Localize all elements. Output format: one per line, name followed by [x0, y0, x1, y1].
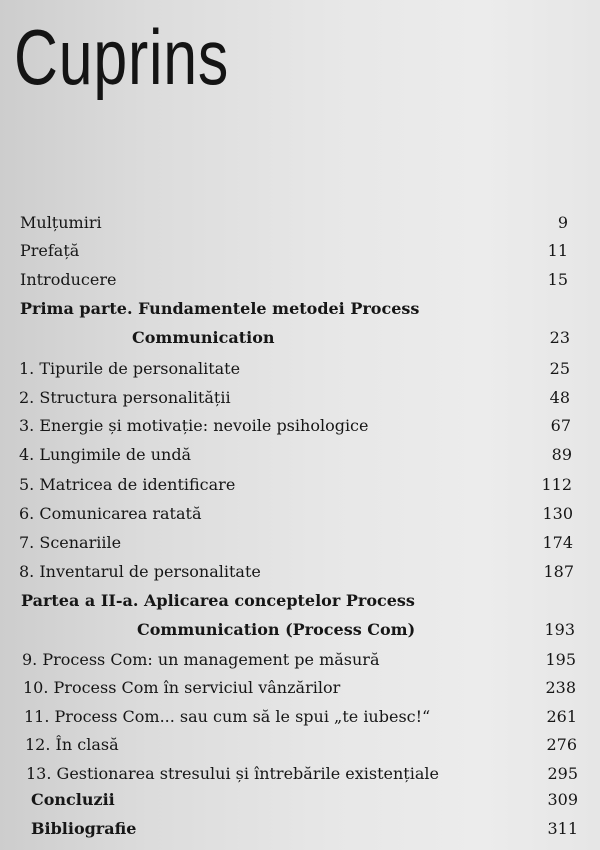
toc-entry-label: Concluzii	[31, 790, 115, 809]
toc-entry-page: 311	[547, 819, 578, 838]
toc-entry-label: 9. Process Com: un management pe măsură	[22, 650, 380, 669]
page-title: Cuprins	[14, 13, 230, 101]
toc-entry-label: Prefață	[20, 241, 80, 260]
toc-entry-label: 7. Scenariile	[19, 533, 122, 552]
toc-entry-page: 25	[549, 359, 570, 378]
toc-entry-page: 48	[549, 388, 570, 407]
toc-entry-page: 195	[545, 650, 576, 669]
toc-entry-page: 23	[549, 328, 570, 347]
toc-entry-page: 174	[542, 533, 573, 552]
toc-entry-page: 112	[541, 475, 572, 494]
toc-entry-page: 89	[551, 445, 572, 464]
toc-entry-page: 9	[557, 213, 568, 232]
toc-entry-page: 15	[547, 270, 568, 289]
toc-entry-label: Communication	[132, 328, 275, 347]
toc-entry-label: 4. Lungimile de undă	[19, 445, 192, 464]
toc-entry-label: 3. Energie și motivație: nevoile psihologice	[19, 416, 369, 435]
toc-entry-label: 5. Matricea de identificare	[19, 475, 236, 494]
toc-entry-label: 11. Process Com... sau cum să le spui „te iubesc!“	[24, 707, 431, 726]
toc-entry-label: Partea a II-a. Aplicarea conceptelor Process	[21, 591, 415, 610]
toc-entry-label: 6. Comunicarea ratată	[19, 504, 202, 523]
toc-entry-label: 13. Gestionarea stresului și întrebările existențiale	[26, 764, 439, 783]
toc-entry-label: 10. Process Com în serviciul vânzărilor	[23, 678, 341, 697]
toc-entry-page: 261	[546, 707, 577, 726]
toc-entry-label: Mulțumiri	[20, 213, 102, 232]
toc-entry-page: 67	[550, 416, 571, 435]
toc-entry-label: 2. Structura personalității	[19, 388, 231, 407]
toc-entry-label: Prima parte. Fundamentele metodei Process	[20, 299, 420, 318]
toc-entry-page: 276	[546, 735, 577, 754]
toc-entry-page: 238	[545, 678, 576, 697]
toc-entry-page: 295	[547, 764, 578, 783]
toc-entry-label: 8. Inventarul de personalitate	[19, 562, 261, 581]
toc-entry-page: 193	[544, 620, 575, 639]
toc-entry-label: Bibliografie	[31, 819, 137, 838]
toc-entry-page: 187	[543, 562, 574, 581]
toc-entry-page: 130	[542, 504, 573, 523]
toc-entry-label: Communication (Process Com)	[137, 620, 416, 639]
toc-entry-page: 309	[547, 790, 578, 809]
toc-entry-page: 11	[547, 241, 568, 260]
toc-entry-label: 1. Tipurile de personalitate	[19, 359, 241, 378]
toc-entry-label: Introducere	[20, 270, 117, 289]
toc-entry-label: 12. În clasă	[25, 735, 119, 754]
